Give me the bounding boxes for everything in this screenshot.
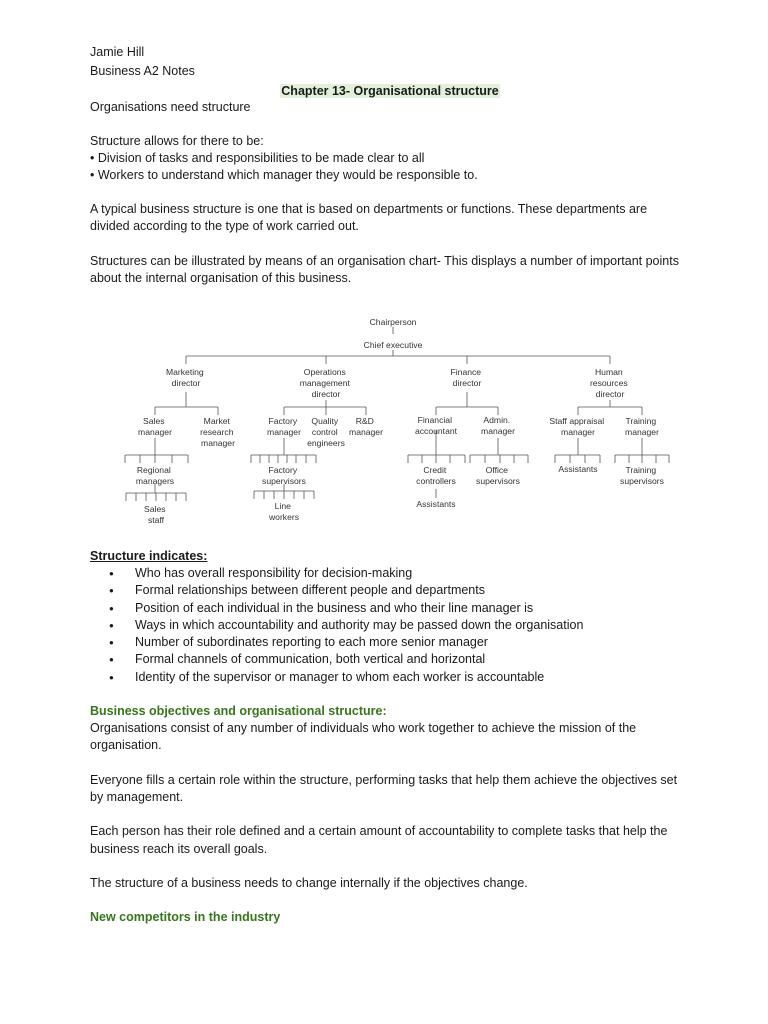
structure-indicates-list (90, 565, 690, 686)
structure-allows-list (90, 150, 690, 184)
node-office-supervisors: Office supervisors (476, 465, 520, 486)
list-item: • Workers to understand which manager they would be responsible to. (90, 168, 478, 182)
node-sales-manager: Sales manager (138, 416, 172, 437)
list-item: ● Ways in which accountability and authority may be passed down the organisation (135, 617, 690, 634)
paragraph-organisation-chart: Structures can be illustrated by means of an organisation chart- This displays a number of important points about the internal organisation of this business. (90, 253, 679, 285)
objectives-paragraph-3: Each person has their role defined and a certain amount of accountability to complete tasks that help the business reach its overall goals. (90, 824, 668, 856)
node-marketing-director: Marketing director (165, 367, 204, 388)
intro-line: Organisations need structure (90, 100, 251, 114)
list-item: ● Number of subordinates reporting to each more senior manager (135, 634, 690, 651)
document-page (90, 44, 690, 287)
list-item: ● Who has overall responsibility for decision-making (135, 565, 690, 582)
node-regional-managers: Regional managers (135, 465, 175, 486)
objectives-paragraph-4: The structure of a business needs to change internally if the objectives change. (90, 875, 528, 890)
organisation-chart-svg (120, 312, 675, 532)
paragraph-typical-structure: A typical business structure is one that is based on departments or functions. These departments are divided according to the type of work carried out. (90, 202, 648, 234)
list-item: ● Formal relationships between different people and departments (135, 582, 690, 599)
node-credit-controllers: Credit controllers (416, 465, 456, 486)
node-training-supervisors: Training supervisors (620, 465, 664, 486)
structure-allows-lead: Structure allows for there to be: (90, 134, 264, 148)
node-staff-appraisal-manager: Staff appraisal manager (549, 416, 605, 437)
node-financial-accountant: Financial accountant (414, 415, 458, 436)
objectives-paragraph-1: Organisations consist of any number of individuals who work together to achieve the mission of the organisation. (90, 721, 637, 753)
document-page-lower (90, 548, 690, 926)
course-name: Business A2 Notes (90, 64, 195, 78)
node-factory-supervisors: Factory supervisors (262, 465, 306, 486)
node-finance-director: Finance director (450, 367, 482, 388)
node-chief-executive: Chief executive (363, 340, 423, 350)
node-sales-staff: Sales staff (144, 504, 166, 525)
node-chairperson: Chairperson (369, 317, 417, 327)
node-hr-director: Human resources director (589, 367, 628, 399)
node-operations-director: Operations management director (299, 367, 350, 399)
list-item: ● Position of each individual in the business and who their line manager is (135, 600, 690, 617)
list-item: ● Identity of the supervisor or manager to whom each worker is accountable (135, 669, 690, 686)
node-training-manager: Training manager (625, 416, 659, 437)
author-name: Jamie Hill (90, 45, 145, 59)
list-item: ● Formal channels of communication, both vertical and horizontal (135, 651, 690, 668)
chart-labels (136, 317, 664, 525)
chart-connectors (125, 327, 669, 501)
node-rd-manager: R&D manager (349, 416, 383, 437)
node-market-research-manager: Market research manager (200, 416, 235, 448)
organisation-chart (120, 312, 675, 532)
objectives-paragraph-2: Everyone fills a certain role within the structure, performing tasks that help them achieve the objectives set by management. (90, 772, 678, 804)
node-admin-manager: Admin. manager (481, 415, 515, 436)
node-quality-control-engineers: Quality control engineers (307, 416, 345, 448)
objectives-heading: Business objectives and organisational structure: (90, 704, 387, 719)
list-item: • Division of tasks and responsibilities to be made clear to all (90, 151, 425, 165)
node-assistants-hr: Assistants (558, 464, 598, 474)
node-assistants-finance: Assistants (416, 499, 456, 509)
node-line-workers: Line workers (268, 501, 300, 522)
structure-indicates-heading: Structure indicates: (90, 549, 208, 563)
competitors-heading: New competitors in the industry (90, 910, 281, 925)
chapter-title: Chapter 13- Organisational structure (281, 84, 499, 98)
node-factory-manager: Factory manager (267, 416, 301, 437)
